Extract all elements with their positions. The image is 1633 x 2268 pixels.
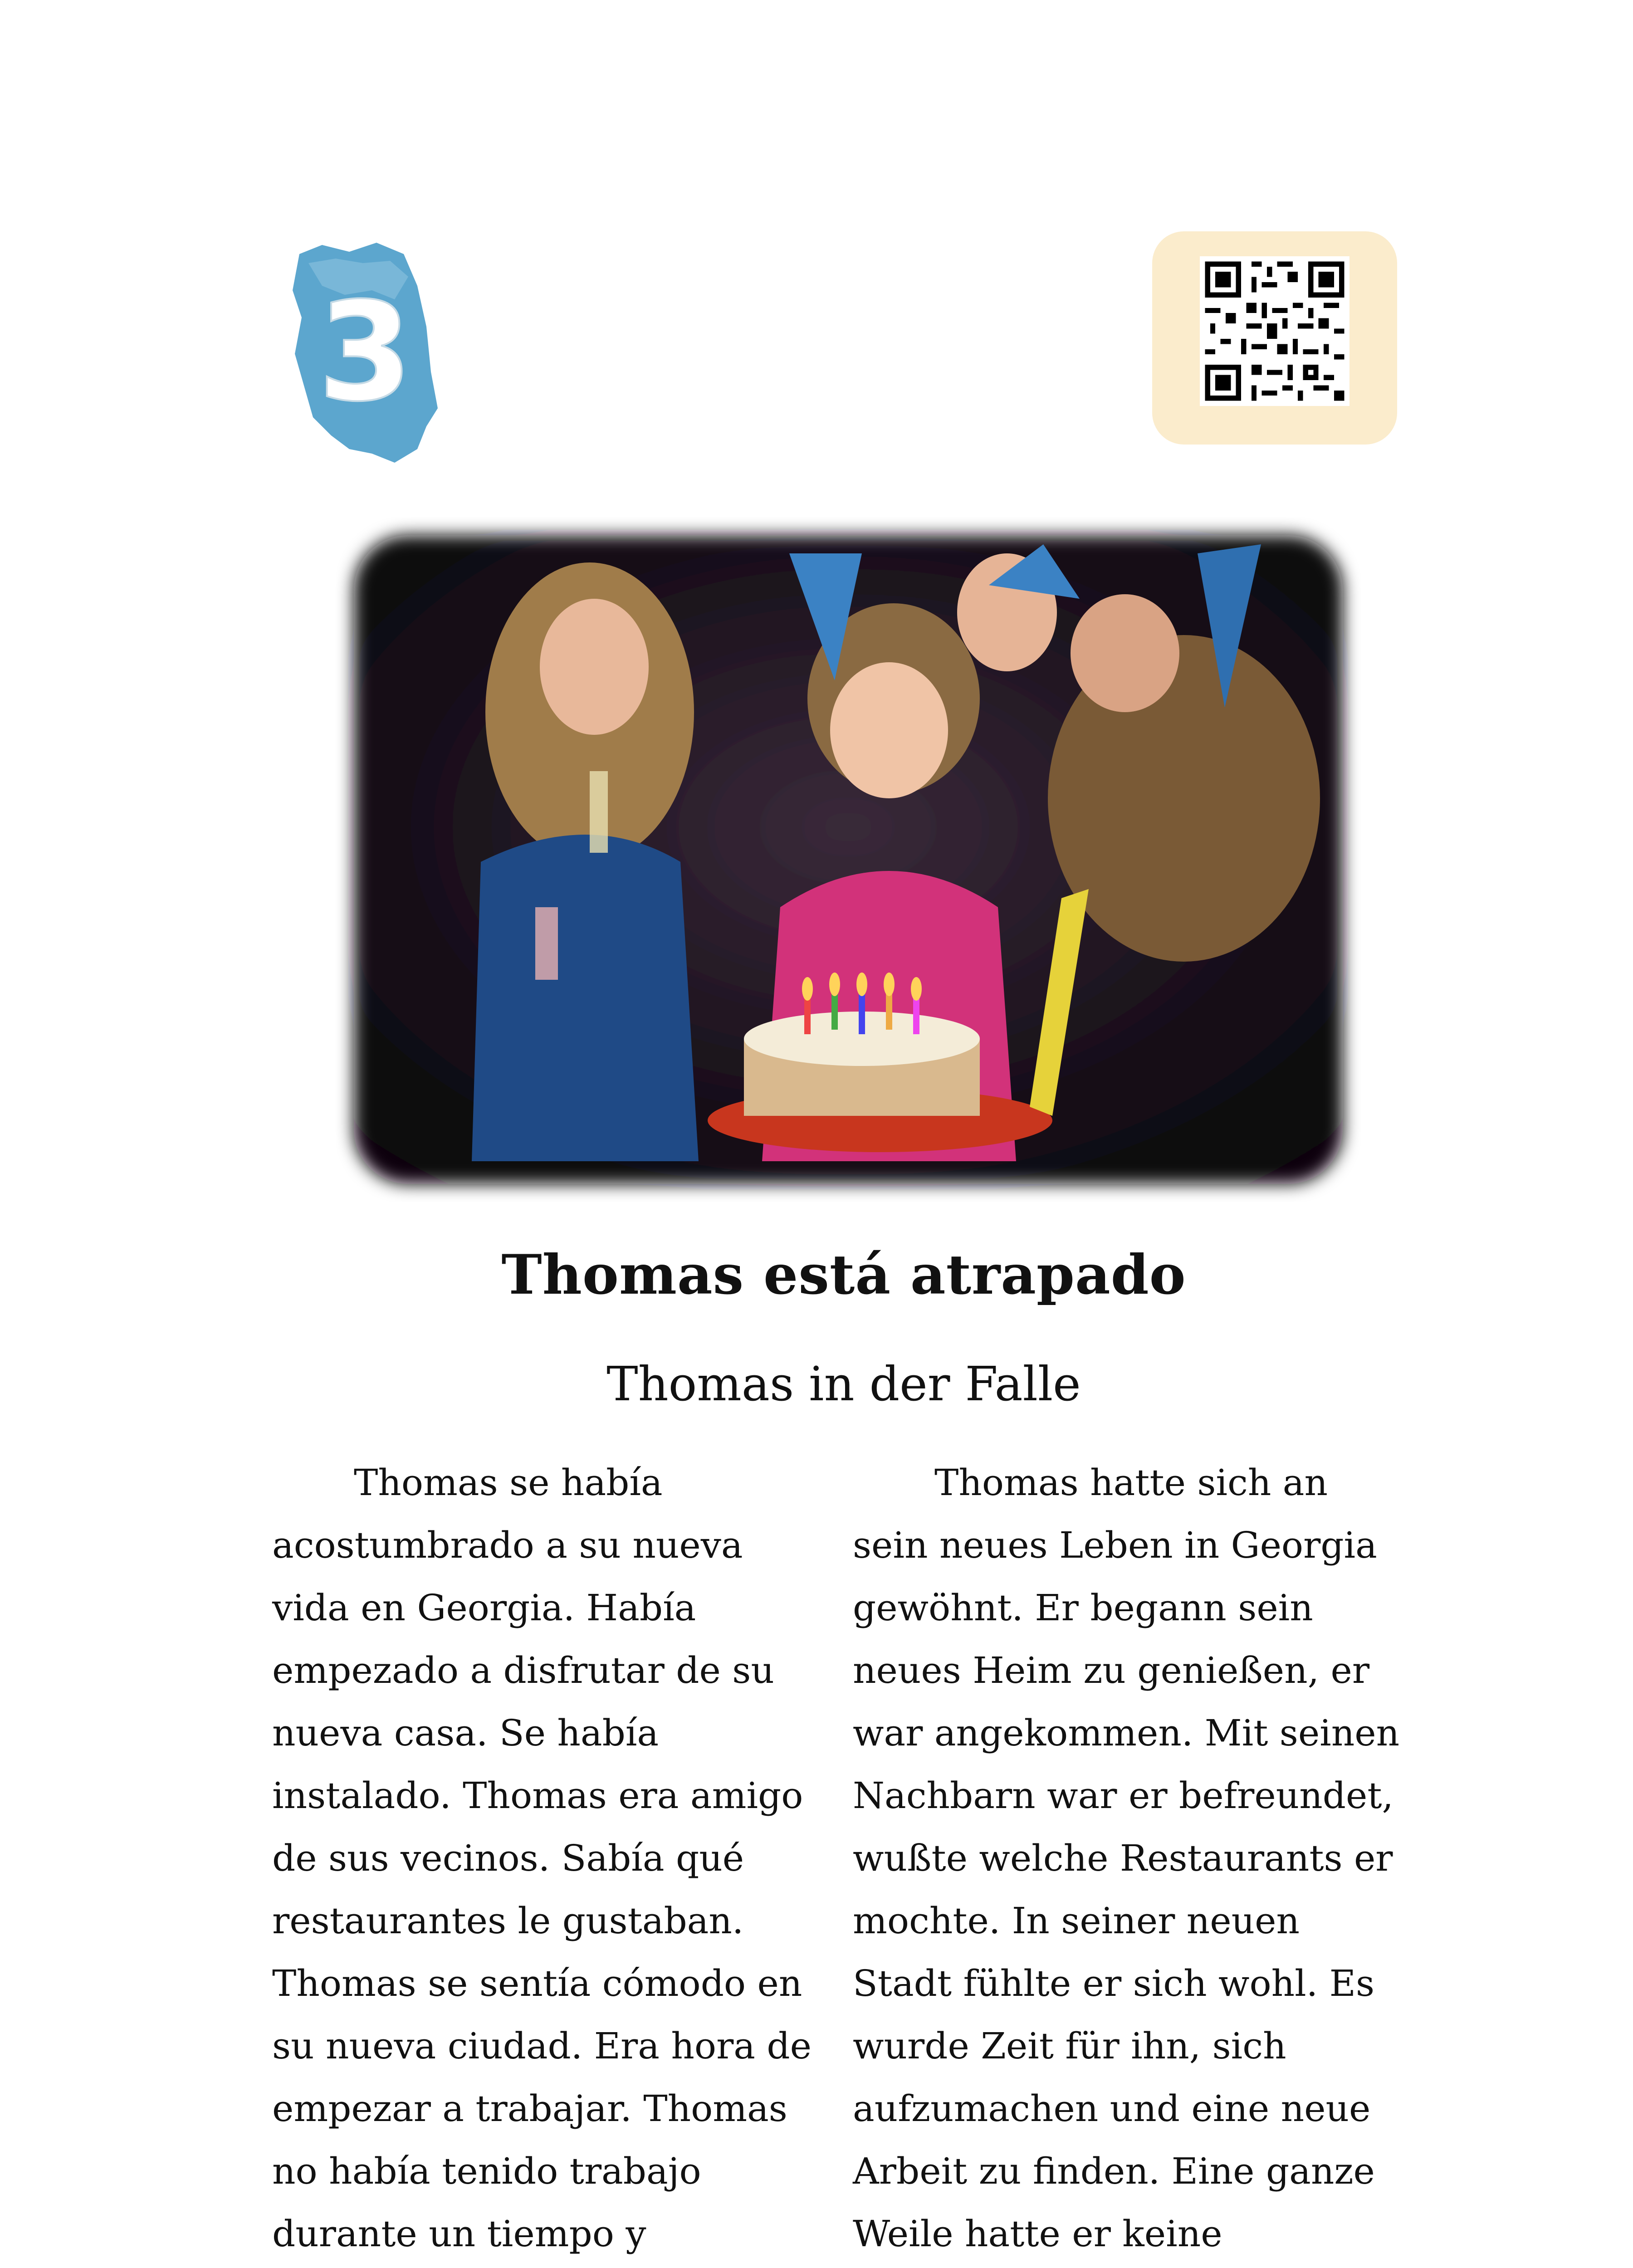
qr-code-icon: [1200, 256, 1349, 406]
chapter-number: 3: [318, 273, 413, 431]
spanish-paragraph: Thomas se había acostumbrado a su nueva vida en Georgia. Había empezado a disfrutar de su nueva casa. Se había instalado. Thomas era amigo de sus vecinos. Sabía qué restaurantes le gustaban. Thomas se sentía cómodo en su nueva ciudad. Era hora de empezar a trabajar. Thomas no había tenido trabajo durante un tiempo y: [272, 1461, 812, 2255]
chapter-title: Thomas está atrapado: [501, 1243, 1186, 1307]
birthday-party-photo-icon: [336, 517, 1361, 1202]
spanish-text-column: [272, 1452, 821, 2265]
chapter-number-badge: [281, 236, 445, 472]
qr-code[interactable]: [1200, 256, 1349, 406]
chapter-subtitle: Thomas in der Falle: [606, 1356, 1081, 1412]
german-paragraph: Thomas hatte sich an sein neues Leben in Georgia gewöhnt. Er begann sein neues Heim zu genießen, er war angekommen. Mit seinen Nachbarn war er befreundet, wußte welche Restaurants er mochte. In seiner neuen Stadt fühlte er sich wohl. Es wurde Zeit für ihn, sich aufzumachen und eine neue Arbeit zu finden. Eine ganze Weile hatte er keine: [853, 1461, 1400, 2255]
torn-paper-icon: [281, 236, 445, 472]
qr-code-panel: [1152, 231, 1397, 445]
party-photo: [336, 517, 1361, 1202]
german-text-column: [853, 1452, 1402, 2265]
